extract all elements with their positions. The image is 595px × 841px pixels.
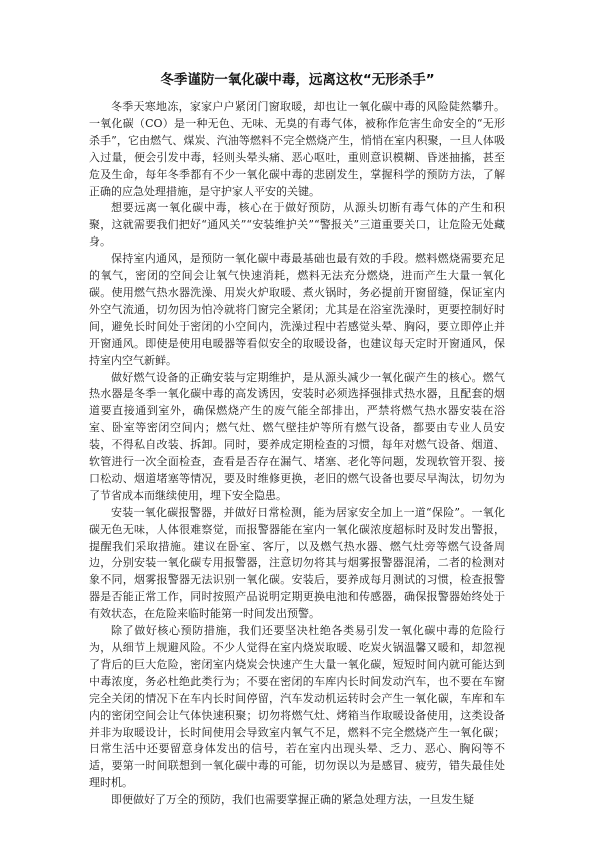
paragraph-gas-equipment: 做好燃气设备的正确安装与定期维护，是从源头减少一氧化碳产生的核心。燃气热水器是冬季一氧化碳中毒的高发诱因，安装时必须选择强排式热水器，且配套的烟道要直接通到室外，确保燃烧产生的废气能全部排出，严禁将燃气热水器安装在浴室、卧室等密闭空间内；燃气灶、燃气壁挂炉等所有燃气设备，都要由专业人员安装，不得私自改装、拆卸。同时，要养成定期检查的习惯，每年对燃气设备、烟道、软管进行一次全面检查，查看是否存在漏气、堵塞、老化等问题，发现软管开裂、接口松动、烟道堵塞等情况，要及时维修更换，老旧的燃气设备也要尽早淘汰，切勿为了节省成本而继续使用，埋下安全隐患。 [89,370,505,502]
document-body [89,99,505,809]
paragraph-prevention-overview: 想要远离一氧化碳中毒，核心在于做好预防，从源头切断有毒气体的产生和积聚，这就需要我们把好“通风关”“安装维护关”“警报关”三道重要关口，让危险无处藏身。 [89,201,505,249]
paragraph-emergency-handling: 即便做好了万全的预防，我们也需要掌握正确的紧急处理方法，一旦发生疑 [111,793,474,807]
paragraph-ventilation: 保持室内通风，是预防一氧化碳中毒最基础也最有效的手段。燃料燃烧需要充足的氧气，密闭的空间会让氧气快速消耗，燃料无法充分燃烧，进而产生大量一氧化碳。使用燃气热水器洗澡、用炭火炉取暖、煮火锅时，务必提前开窗留缝，保证室内外空气流通，切勿因为怕冷就将门窗完全紧闭；尤其是在浴室洗澡时，更要控制好时间，避免长时间处于密闭的小空间内，洗澡过程中若感觉头晕、胸闷，要立即停止并开窗通风。即使是使用电暖器等看似安全的取暖设备，也建议每天定时开窗通风，保持室内空气新鲜。 [89,252,505,367]
paragraph-intro: 冬季天寒地冻，家家户户紧闭门窗取暖，却也让一氧化碳中毒的风险陡然攀升。一氧化碳（CO）是一种无色、无味、无臭的有毒气体，被称作危害生命安全的“无形杀手”，它由燃气、煤炭、汽油等燃料不完全燃烧产生，悄悄在室内积聚，一旦人体吸入过量，便会引发中毒，轻则头晕头痛、恶心呕吐，重则意识模糊、昏迷抽搐，甚至危及生命，每年冬季都有不少一氧化碳中毒的悲剧发生，掌握科学的预防方法，了解正确的应急处理措施，是守护家人平安的关键。 [89,100,505,198]
document-title: 冬季谨防一氧化碳中毒，远离这枚“无形杀手” [160,72,435,88]
paragraph-co-alarm: 安装一氧化碳报警器，并做好日常检测，能为居家安全加上一道“保险”。一氧化碳无色无味，人体很难察觉，而报警器能在室内一氧化碳浓度超标时及时发出警报，提醒我们采取措施。建议在卧室、客厅，以及燃气热水器、燃气灶旁等燃气设备周边，分别安装一氧化碳专用报警器，注意切勿将其与烟雾报警器混淆，二者的检测对象不同，烟雾报警器无法识别一氧化碳。安装后，要养成每月测试的习惯，检查报警器是否能正常工作，同时按照产品说明定期更换电池和传感器，确保报警器始终处于有效状态，在危险来临时能第一时间发出预警。 [89,505,505,621]
paragraph-risky-behaviors: 除了做好核心预防措施，我们还要坚决杜绝各类易引发一氧化碳中毒的危险行为，从细节上规避风险。不少人觉得在室内烧炭取暖、吃炭火锅温馨又暖和，却忽视了背后的巨大危险，密闭室内烧炭会快速产生大量一氧化碳，短短时间内就可能达到中毒浓度，务必杜绝此类行为；不要在密闭的车库内长时间发动汽车，也不要在车窗完全关闭的情况下在车内长时间停留，汽车发动机运转时会产生一氧化碳，车库和车内的密闭空间会让气体快速积聚；切勿将燃气灶、烤箱当作取暖设备使用，这类设备并非为取暖设计，长时间使用会导致室内氧气不足，燃料不完全燃烧产生一氧化碳；日常生活中还要留意身体发出的信号，若在室内出现头晕、乏力、恶心、胸闷等不适，要第一时间联想到一氧化碳中毒的可能，切勿误以为是感冒、疲劳，错失最佳处理时机。 [89,624,505,790]
